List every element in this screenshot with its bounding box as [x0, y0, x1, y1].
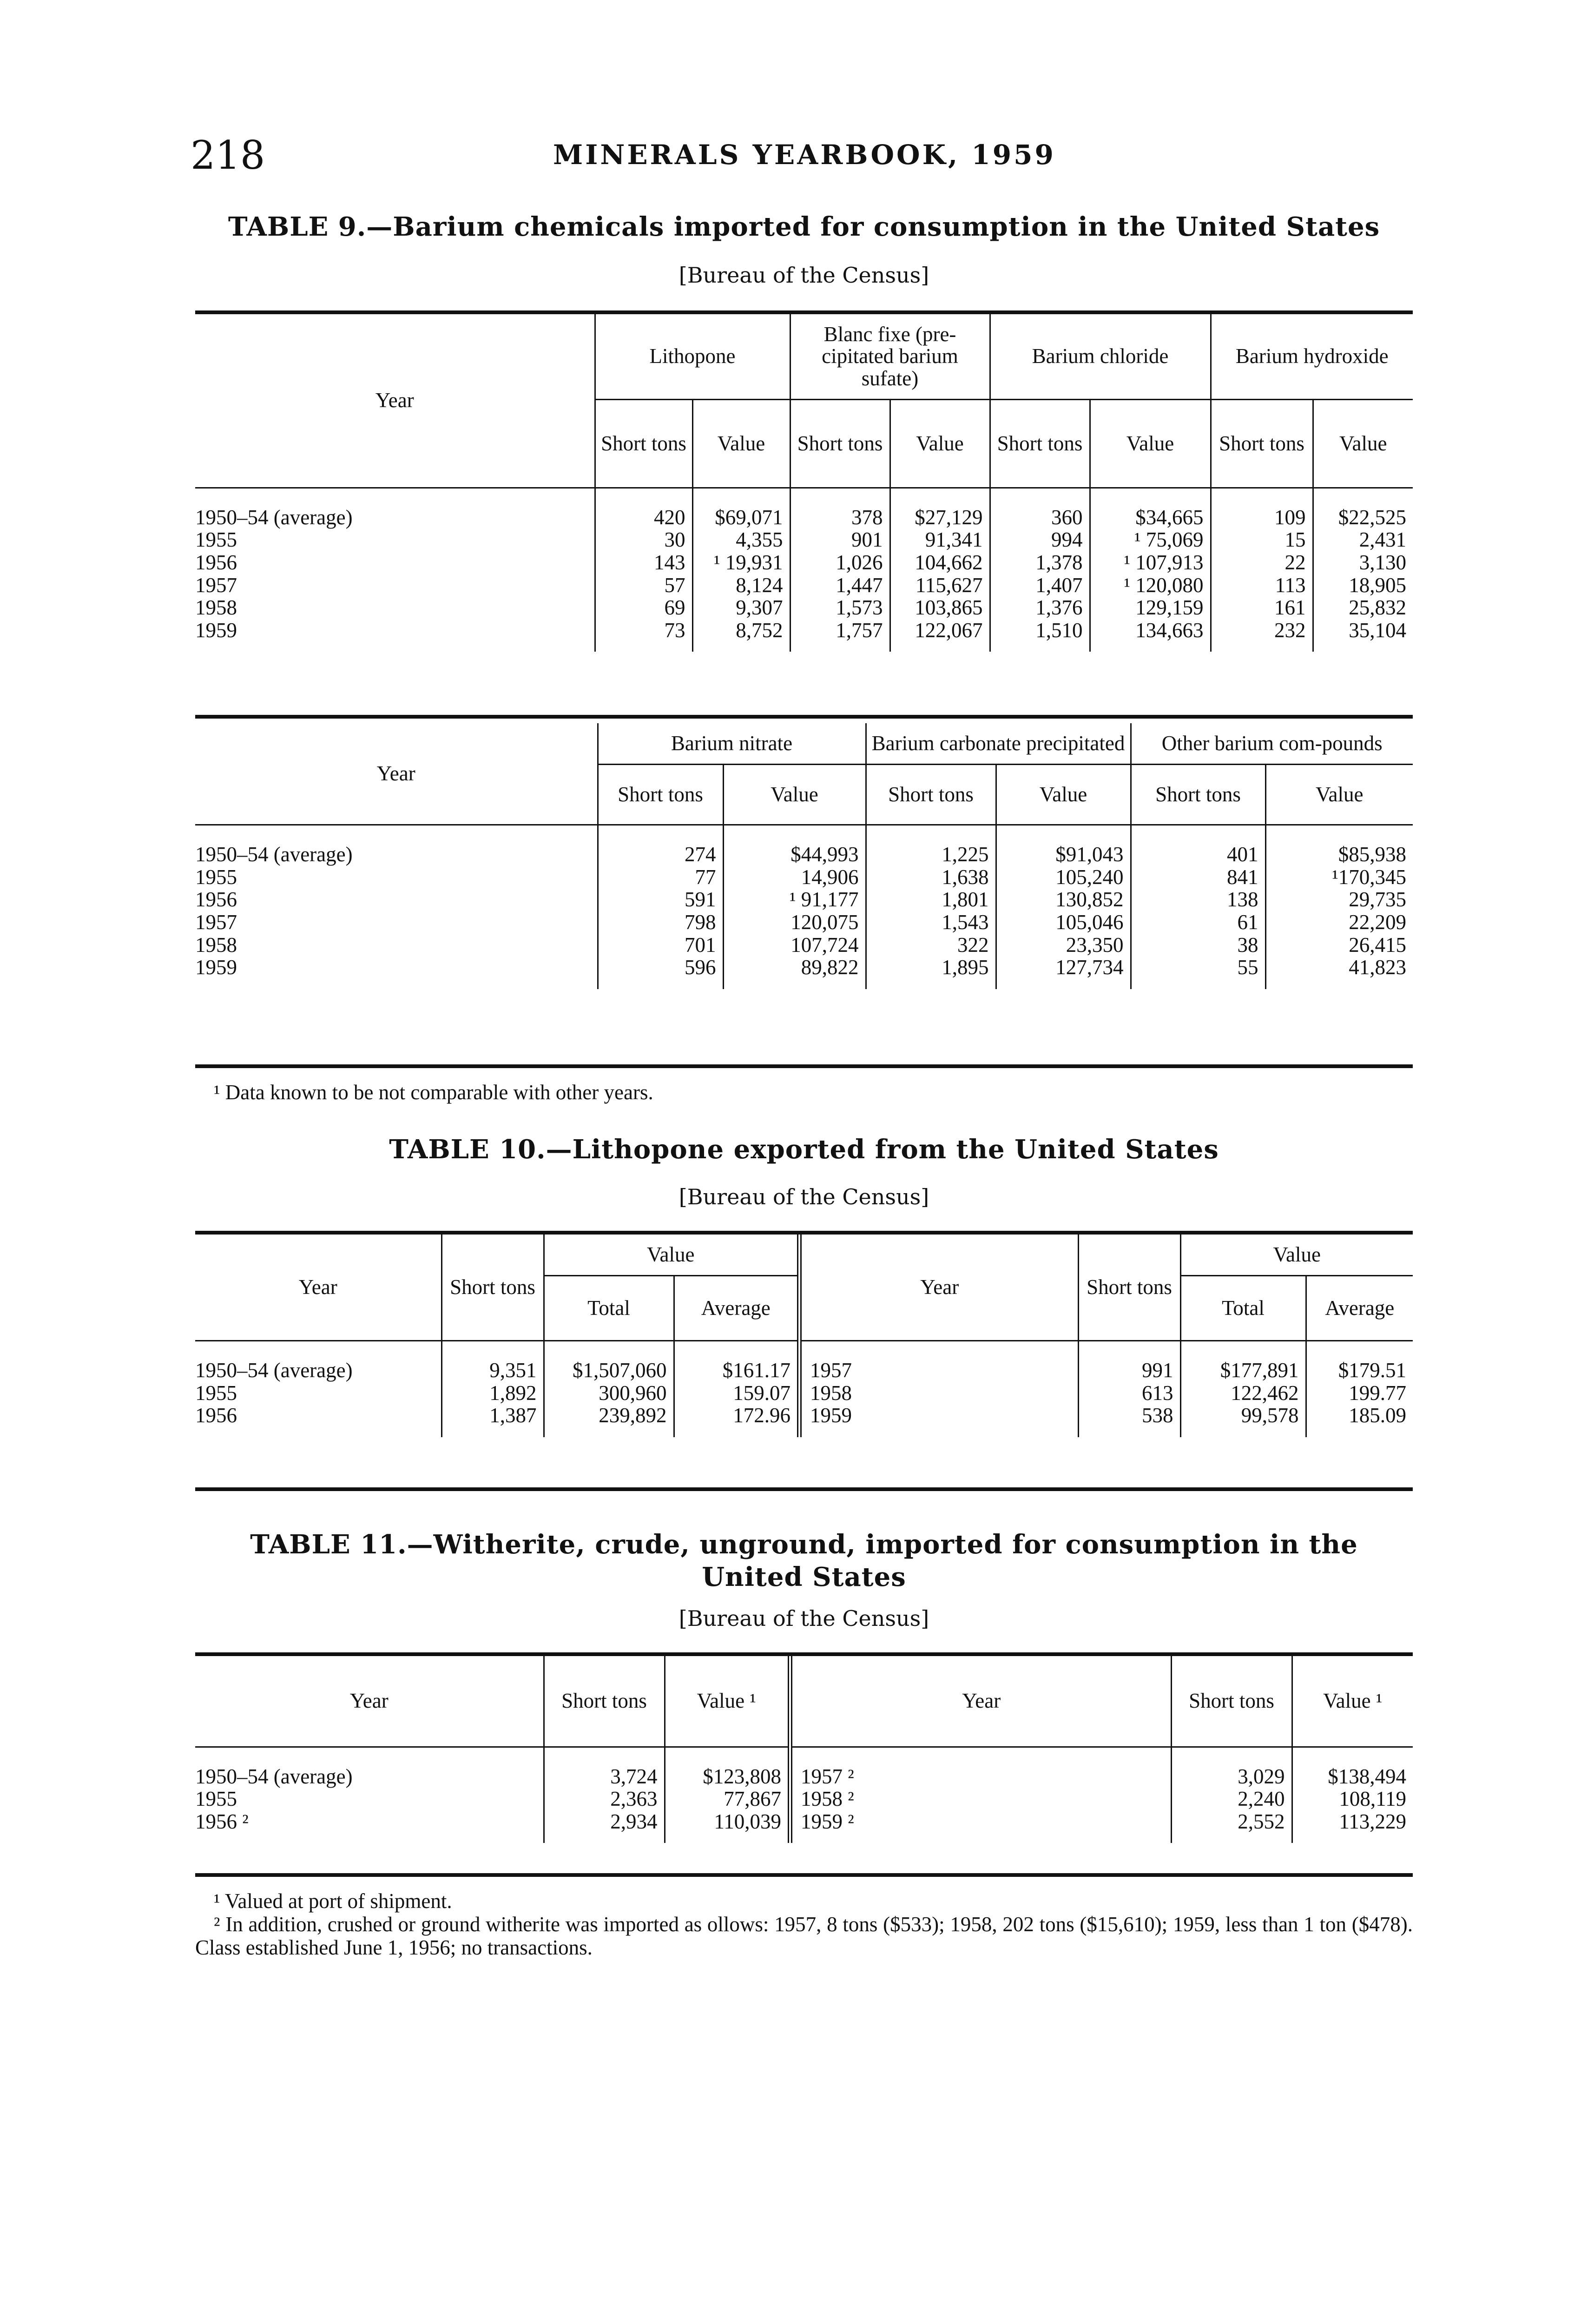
- value-cell: ¹ 91,177: [723, 888, 866, 911]
- table11: [195, 1656, 1413, 1843]
- table9-part1: [195, 314, 1413, 652]
- group-header-other-compounds: Other barium com-pounds: [1131, 723, 1413, 765]
- value-cell: 701: [598, 934, 723, 957]
- value-header: Value: [1265, 765, 1413, 825]
- short-tons-header: Short tons: [441, 1235, 544, 1341]
- value-cell: $27,129: [890, 488, 990, 528]
- value-cell: 26,415: [1265, 934, 1413, 957]
- value-cell: $179.51: [1306, 1341, 1413, 1382]
- value-cell: $91,043: [996, 825, 1131, 866]
- running-head: MINERALS YEARBOOK, 1959: [553, 139, 1056, 171]
- value-cell: ¹ 107,913: [1090, 551, 1211, 574]
- value-cell: 105,240: [996, 866, 1131, 889]
- table9-source: [Bureau of the Census]: [679, 263, 929, 288]
- value-cell: $69,071: [692, 488, 790, 528]
- value-cell: 9,307: [692, 596, 790, 619]
- value-cell: 591: [598, 888, 723, 911]
- value-header: Value: [1313, 399, 1413, 488]
- value-cell: 138: [1131, 888, 1265, 911]
- year-cell: 1959 ²: [790, 1810, 1171, 1843]
- year-cell: 1955: [195, 1381, 237, 1405]
- table-row: [195, 956, 1413, 989]
- value-cell: $1,507,060: [544, 1341, 674, 1382]
- value-cell: 239,892: [544, 1404, 674, 1437]
- year-cell: 1959: [195, 956, 237, 979]
- value-cell: 1,447: [790, 574, 890, 597]
- value-cell: 108,119: [1292, 1788, 1413, 1810]
- value-cell: 1,892: [441, 1382, 544, 1405]
- value-cell: 9,351: [441, 1341, 544, 1382]
- value-cell: 113: [1211, 574, 1313, 597]
- table10-bottom-rule: [195, 1487, 1413, 1491]
- table11-footnote-2: ² In addition, crushed or ground witherite was imported as ollows: 1957, 8 tons ($533); 1958, 202 tons ($15,610); 1959, less than 1 ton ($478). Class established June 1, 1956; no transactions.: [195, 1913, 1413, 1960]
- value-cell: 91,341: [890, 528, 990, 551]
- year-cell: 1956: [195, 550, 237, 574]
- group-header-barium-hydroxide: Barium hydroxide: [1211, 314, 1413, 399]
- year-cell: 1958: [799, 1382, 1078, 1405]
- year-cell: 1957: [799, 1341, 1078, 1382]
- value-cell: $177,891: [1180, 1341, 1306, 1382]
- table9-top-rule: [195, 310, 1413, 314]
- value-cell: 159.07: [674, 1382, 799, 1405]
- value-cell: 38: [1131, 934, 1265, 957]
- value-cell: 127,734: [996, 956, 1131, 989]
- table11-source: [Bureau of the Census]: [679, 1606, 929, 1631]
- value-cell: 1,543: [866, 911, 996, 934]
- value-cell: 1,376: [990, 596, 1090, 619]
- table-row: [195, 1747, 1413, 1788]
- value-cell: 14,906: [723, 866, 866, 889]
- value-cell: 185.09: [1306, 1404, 1413, 1437]
- value-cell: 3,029: [1171, 1747, 1292, 1788]
- value-cell: ¹ 75,069: [1090, 528, 1211, 551]
- value-cell: 1,510: [990, 619, 1090, 652]
- value-cell: 130,852: [996, 888, 1131, 911]
- average-header: Average: [1306, 1276, 1413, 1341]
- group-header-barium-chloride: Barium chloride: [990, 314, 1211, 399]
- value-cell: 29,735: [1265, 888, 1413, 911]
- value-cell: $34,665: [1090, 488, 1211, 528]
- table9-divider-rule: [195, 715, 1413, 719]
- year-cell: 1950–54 (average): [195, 1764, 353, 1788]
- value-header: Value: [692, 399, 790, 488]
- table-row: [195, 551, 1413, 574]
- value-cell: 841: [1131, 866, 1265, 889]
- short-tons-header: Short tons: [1078, 1235, 1180, 1341]
- value-cell: 901: [790, 528, 890, 551]
- value-header: Value: [723, 765, 866, 825]
- value-cell: 57: [595, 574, 692, 597]
- value-cell: 99,578: [1180, 1404, 1306, 1437]
- table9-part2: [195, 723, 1413, 989]
- short-tons-header: Short tons: [544, 1656, 665, 1747]
- year-header: Year: [298, 1275, 337, 1299]
- value-cell: 1,026: [790, 551, 890, 574]
- table9-title: TABLE 9.—Barium chemicals imported for consumption in the United States: [228, 211, 1380, 242]
- value-cell: 55: [1131, 956, 1265, 989]
- year-cell: 1955: [195, 865, 237, 889]
- value-cell: 1,407: [990, 574, 1090, 597]
- year-header: Year: [790, 1656, 1171, 1747]
- value-cell: 360: [990, 488, 1090, 528]
- value-cell: 322: [866, 934, 996, 957]
- short-tons-header: Short tons: [866, 765, 996, 825]
- value-cell: 129,159: [1090, 596, 1211, 619]
- table-row: [195, 1382, 1413, 1405]
- group-header-lithopone: Lithopone: [595, 314, 790, 399]
- value-cell: 420: [595, 488, 692, 528]
- year-cell: 1955: [195, 1787, 237, 1811]
- table-row: [195, 1404, 1413, 1437]
- value-cell: 23,350: [996, 934, 1131, 957]
- value-cell: 105,046: [996, 911, 1131, 934]
- year-header: Year: [376, 762, 415, 785]
- value-cell: 35,104: [1313, 619, 1413, 652]
- value-cell: 61: [1131, 911, 1265, 934]
- value-header: Value: [996, 765, 1131, 825]
- value-cell: 300,960: [544, 1382, 674, 1405]
- table11-body: [195, 1747, 1413, 1843]
- value-cell: 109: [1211, 488, 1313, 528]
- year-cell: 1957 ²: [790, 1747, 1171, 1788]
- value-cell: ¹170,345: [1265, 866, 1413, 889]
- value-cell: 1,573: [790, 596, 890, 619]
- value-header: Value ¹: [1292, 1656, 1413, 1747]
- year-cell: 1956: [195, 1404, 237, 1427]
- value-cell: 1,895: [866, 956, 996, 989]
- year-cell: 1955: [195, 528, 237, 552]
- value-cell: 613: [1078, 1382, 1180, 1405]
- table11-bottom-rule: [195, 1873, 1413, 1877]
- table-row: [195, 825, 1413, 866]
- short-tons-header: Short tons: [595, 399, 692, 488]
- value-cell: 3,724: [544, 1747, 665, 1788]
- value-header: Value: [1090, 399, 1211, 488]
- table10-body: [195, 1341, 1413, 1437]
- table10: [195, 1235, 1413, 1437]
- value-cell: 107,724: [723, 934, 866, 957]
- value-cell: 30: [595, 528, 692, 551]
- value-cell: 122,067: [890, 619, 990, 652]
- table10-source: [Bureau of the Census]: [679, 1184, 929, 1209]
- value-cell: 2,552: [1171, 1810, 1292, 1843]
- value-cell: 538: [1078, 1404, 1180, 1437]
- value-cell: 1,387: [441, 1404, 544, 1437]
- year-cell: 1957: [195, 573, 237, 597]
- value-cell: $138,494: [1292, 1747, 1413, 1788]
- value-cell: $123,808: [665, 1747, 790, 1788]
- year-cell: 1950–54 (average): [195, 505, 353, 529]
- value-cell: 104,662: [890, 551, 990, 574]
- table-row: [195, 574, 1413, 597]
- group-header-blanc-fixe: Blanc fixe (pre-cipitated barium sufate): [790, 314, 990, 399]
- table10-top-rule: [195, 1231, 1413, 1235]
- page-number: 218: [191, 132, 265, 178]
- value-cell: 115,627: [890, 574, 990, 597]
- value-cell: 22,209: [1265, 911, 1413, 934]
- value-cell: 69: [595, 596, 692, 619]
- year-cell: 1958 ²: [790, 1788, 1171, 1810]
- table-row: [195, 911, 1413, 934]
- value-cell: 401: [1131, 825, 1265, 866]
- short-tons-header: Short tons: [1211, 399, 1313, 488]
- year-header: Year: [375, 389, 414, 412]
- value-cell: 1,757: [790, 619, 890, 652]
- value-header: Value: [544, 1235, 799, 1276]
- value-cell: 2,934: [544, 1810, 665, 1843]
- year-cell: 1959: [195, 618, 237, 642]
- year-header: Year: [799, 1235, 1078, 1341]
- value-cell: 1,378: [990, 551, 1090, 574]
- table9-part2-body: [195, 825, 1413, 989]
- value-cell: 89,822: [723, 956, 866, 989]
- year-cell: 1956 ²: [195, 1809, 249, 1833]
- table11-title-line2: United States: [702, 1562, 906, 1592]
- table-row: [195, 619, 1413, 652]
- value-cell: ¹ 19,931: [692, 551, 790, 574]
- year-cell: 1956: [195, 888, 237, 911]
- value-cell: 110,039: [665, 1810, 790, 1843]
- short-tons-header: Short tons: [790, 399, 890, 488]
- value-cell: 991: [1078, 1341, 1180, 1382]
- group-header-barium-carbonate: Barium carbonate precipitated: [866, 723, 1131, 765]
- value-cell: 120,075: [723, 911, 866, 934]
- value-cell: $85,938: [1265, 825, 1413, 866]
- value-cell: 199.77: [1306, 1382, 1413, 1405]
- table-row: [195, 866, 1413, 889]
- value-cell: 161: [1211, 596, 1313, 619]
- value-cell: 41,823: [1265, 956, 1413, 989]
- table-row: [195, 1810, 1413, 1843]
- table-row: [195, 488, 1413, 528]
- average-header: Average: [674, 1276, 799, 1341]
- value-cell: 143: [595, 551, 692, 574]
- value-cell: 2,431: [1313, 528, 1413, 551]
- value-cell: 25,832: [1313, 596, 1413, 619]
- value-cell: 134,663: [1090, 619, 1211, 652]
- value-cell: 73: [595, 619, 692, 652]
- short-tons-header: Short tons: [598, 765, 723, 825]
- value-cell: $22,525: [1313, 488, 1413, 528]
- value-cell: 103,865: [890, 596, 990, 619]
- table-row: [195, 934, 1413, 957]
- table9-bottom-rule: [195, 1064, 1413, 1068]
- year-cell: 1959: [799, 1404, 1078, 1437]
- table-row: [195, 1341, 1413, 1382]
- total-header: Total: [544, 1276, 674, 1341]
- value-cell: 3,130: [1313, 551, 1413, 574]
- year-cell: 1958: [195, 596, 237, 620]
- value-header: Value: [890, 399, 990, 488]
- value-cell: 1,801: [866, 888, 996, 911]
- group-header-barium-nitrate: Barium nitrate: [598, 723, 866, 765]
- value-cell: $161.17: [674, 1341, 799, 1382]
- table-row: [195, 596, 1413, 619]
- short-tons-header: Short tons: [1131, 765, 1265, 825]
- short-tons-header: Short tons: [990, 399, 1090, 488]
- value-cell: 596: [598, 956, 723, 989]
- year-cell: 1950–54 (average): [195, 843, 353, 866]
- table-row: [195, 1788, 1413, 1810]
- table10-title: TABLE 10.—Lithopone exported from the United States: [389, 1134, 1219, 1165]
- table9-footnote: ¹ Data known to be not comparable with other years.: [214, 1081, 653, 1104]
- value-cell: 172.96: [674, 1404, 799, 1437]
- table9-part1-body: [195, 488, 1413, 652]
- value-cell: 77,867: [665, 1788, 790, 1810]
- value-cell: 122,462: [1180, 1382, 1306, 1405]
- page-header: [191, 132, 1074, 179]
- value-cell: 8,124: [692, 574, 790, 597]
- year-cell: 1957: [195, 911, 237, 934]
- table11-footnote-1: ¹ Valued at port of shipment.: [214, 1889, 452, 1913]
- value-cell: 378: [790, 488, 890, 528]
- short-tons-header: Short tons: [1171, 1656, 1292, 1747]
- value-cell: 4,355: [692, 528, 790, 551]
- value-cell: 77: [598, 866, 723, 889]
- value-cell: 8,752: [692, 619, 790, 652]
- value-header: Value: [1180, 1235, 1413, 1276]
- total-header: Total: [1180, 1276, 1306, 1341]
- year-cell: 1958: [195, 933, 237, 957]
- value-cell: 1,225: [866, 825, 996, 866]
- value-cell: 232: [1211, 619, 1313, 652]
- year-cell: 1950–54 (average): [195, 1359, 353, 1382]
- value-cell: 2,240: [1171, 1788, 1292, 1810]
- value-cell: 18,905: [1313, 574, 1413, 597]
- value-cell: 2,363: [544, 1788, 665, 1810]
- value-cell: 274: [598, 825, 723, 866]
- value-cell: 22: [1211, 551, 1313, 574]
- value-cell: 994: [990, 528, 1090, 551]
- value-cell: 15: [1211, 528, 1313, 551]
- table-row: [195, 528, 1413, 551]
- value-cell: 113,229: [1292, 1810, 1413, 1843]
- value-cell: 798: [598, 911, 723, 934]
- year-header: Year: [349, 1689, 389, 1713]
- value-header: Value ¹: [665, 1656, 790, 1747]
- table-row: [195, 888, 1413, 911]
- value-cell: 1,638: [866, 866, 996, 889]
- value-cell: ¹ 120,080: [1090, 574, 1211, 597]
- table11-top-rule: [195, 1652, 1413, 1656]
- table11-title-line1: TABLE 11.—Witherite, crude, unground, imported for consumption in the: [250, 1529, 1358, 1560]
- value-cell: $44,993: [723, 825, 866, 866]
